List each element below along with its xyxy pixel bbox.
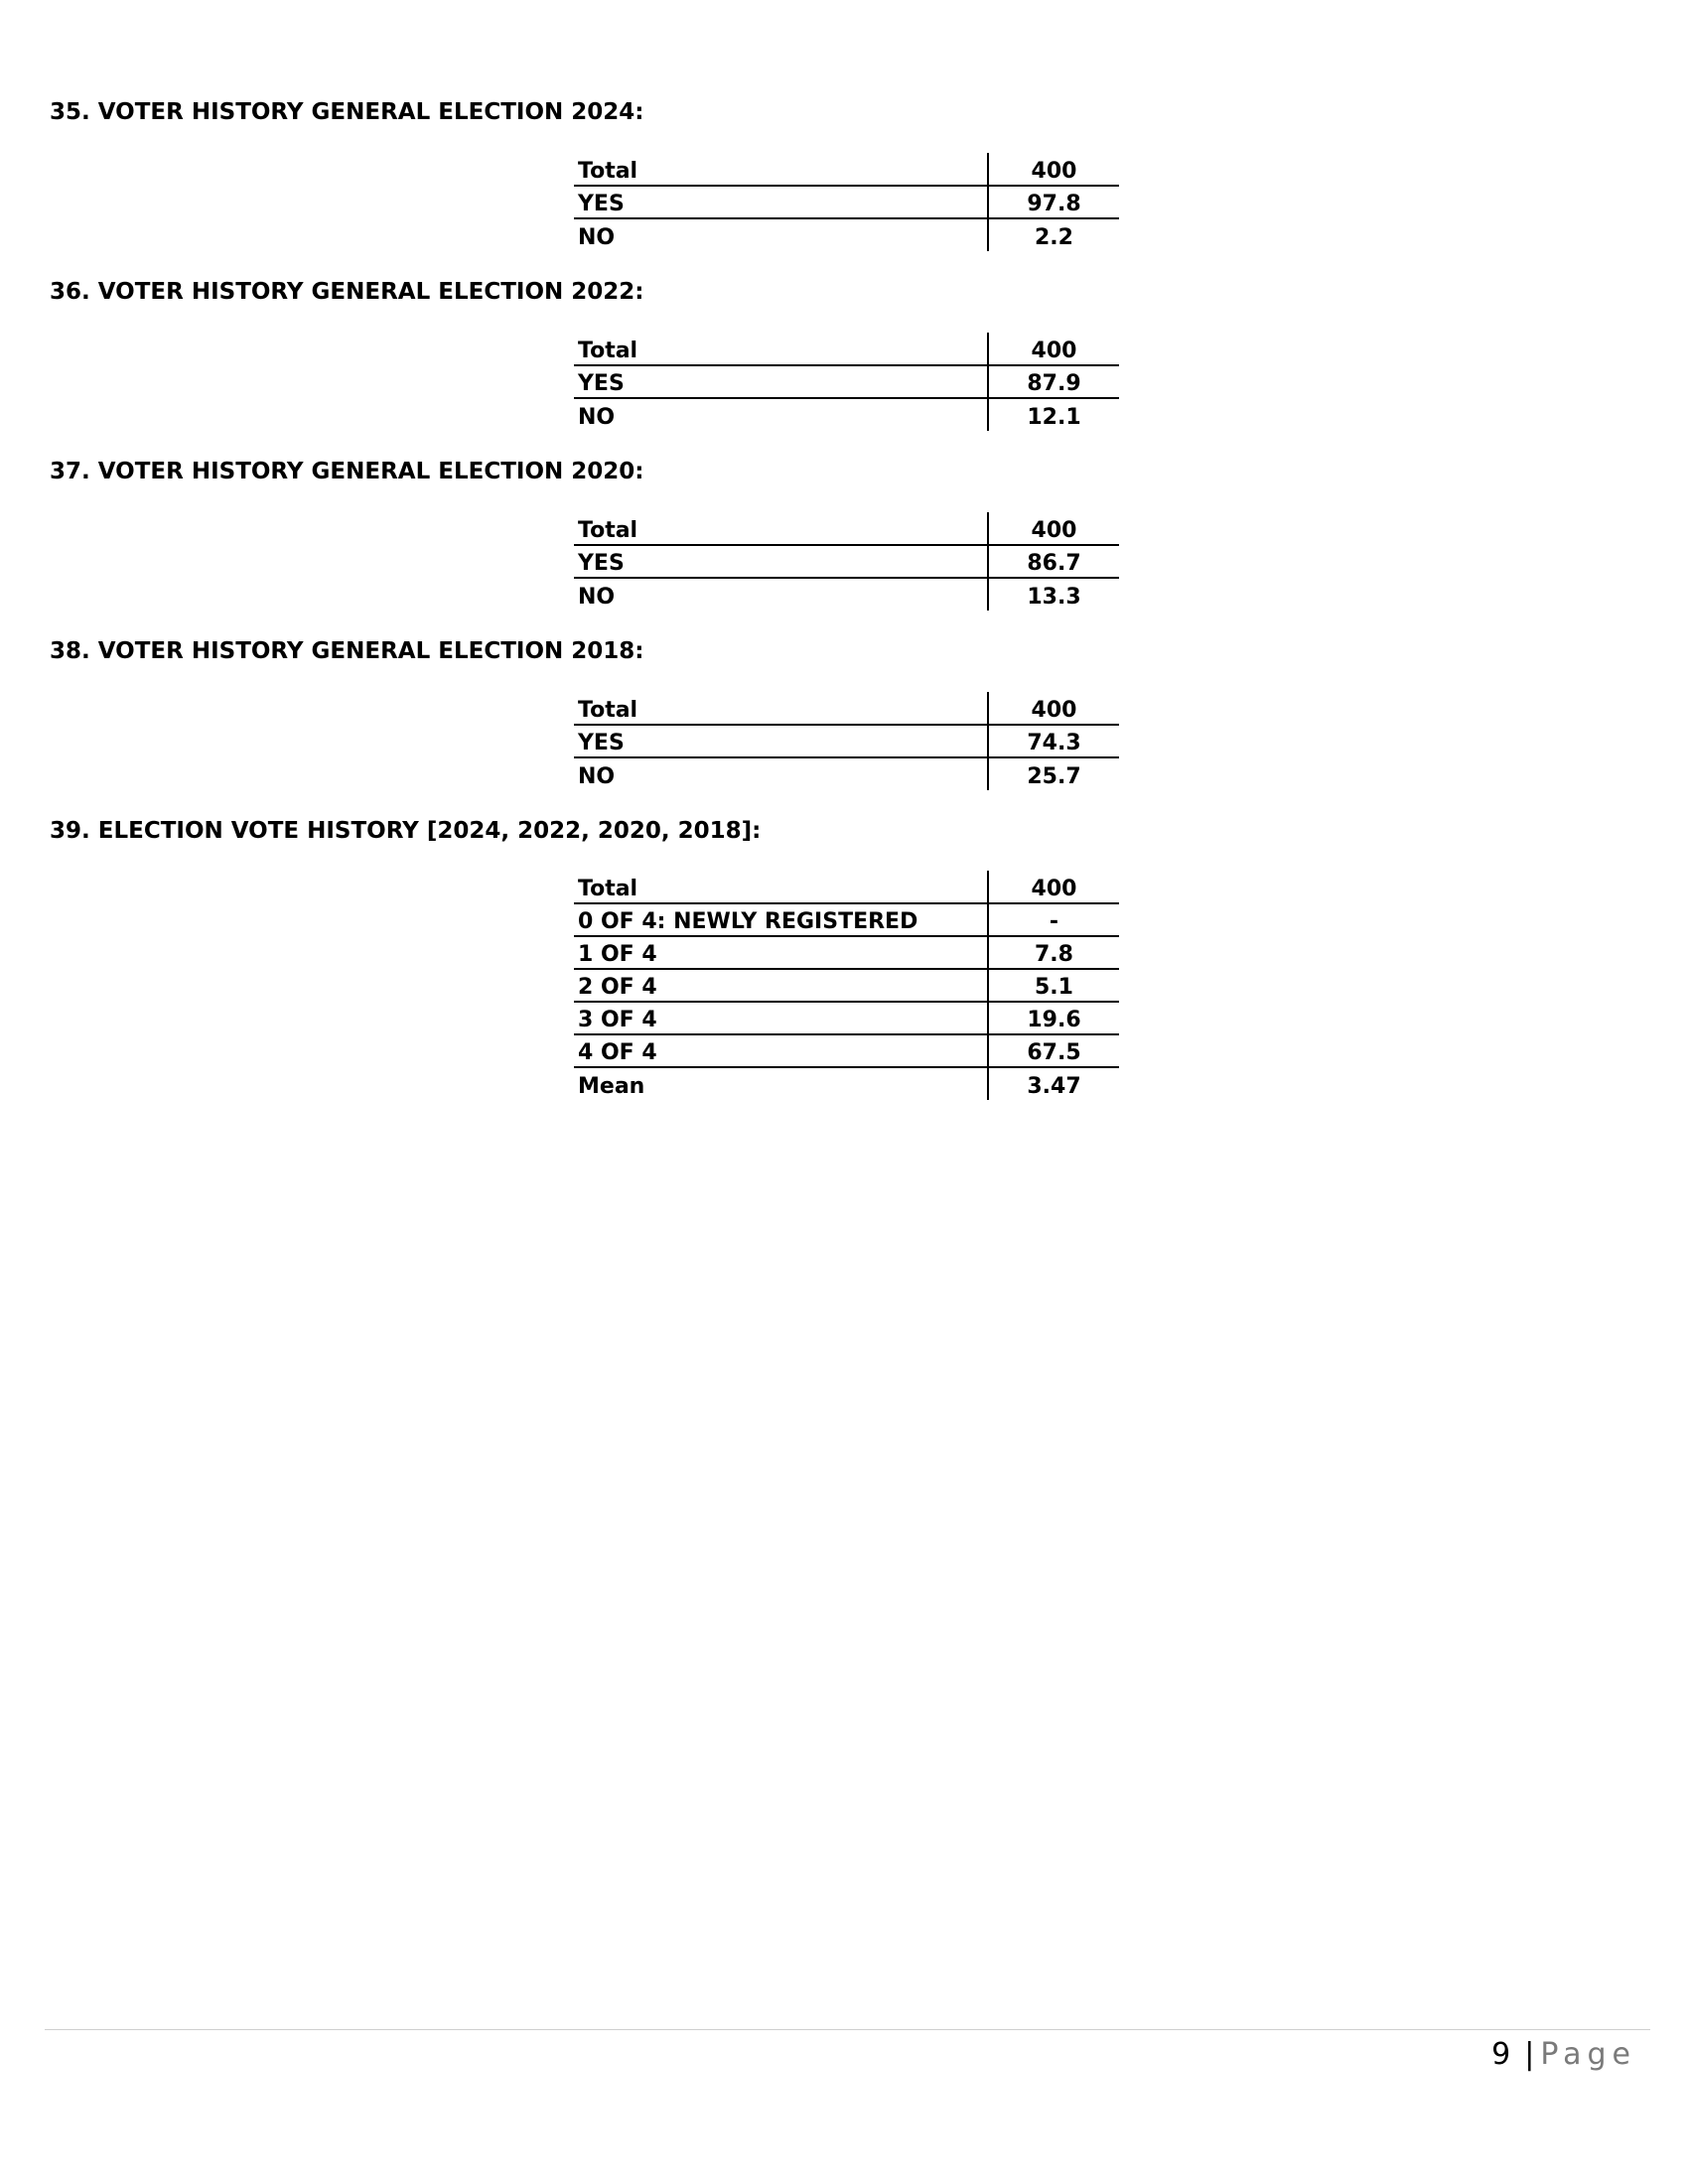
row-label: Mean [578, 1074, 645, 1099]
row-label: Total [574, 333, 988, 365]
row-value: 2.2 [988, 218, 1119, 251]
row-label: Total [574, 153, 988, 186]
table-row [574, 365, 1119, 398]
row-label: NO [578, 585, 616, 610]
row-value: 5.1 [988, 969, 1119, 1002]
row-label: YES [574, 186, 988, 218]
row-label: YES [574, 545, 988, 578]
row-label: YES [574, 365, 988, 398]
table-row [574, 333, 1119, 365]
table-row [574, 757, 1119, 790]
question-38-title: 38. VOTER HISTORY GENERAL ELECTION 2018: [50, 638, 644, 664]
question-37-table [574, 512, 1119, 611]
row-value: 25.7 [988, 757, 1119, 790]
question-38-table [574, 692, 1119, 790]
table-row [574, 936, 1119, 969]
question-39-table [574, 871, 1119, 1100]
table-row [574, 218, 1119, 251]
table-row [574, 725, 1119, 757]
question-36-title: 36. VOTER HISTORY GENERAL ELECTION 2022: [50, 279, 644, 305]
question-35-table [574, 153, 1119, 251]
row-label: NO [578, 225, 616, 250]
row-label: 1 OF 4 [574, 936, 988, 969]
question-36-table [574, 333, 1119, 431]
row-label: 2 OF 4 [574, 969, 988, 1002]
row-value: 97.8 [988, 186, 1119, 218]
row-label: Total [574, 512, 988, 545]
row-value: 13.3 [988, 578, 1119, 611]
table-row [574, 545, 1119, 578]
page-number: 9 [1491, 2037, 1511, 2072]
row-label: Total [574, 871, 988, 903]
row-label: Total [574, 692, 988, 725]
row-value: 12.1 [988, 398, 1119, 431]
table-row [574, 186, 1119, 218]
row-value: - [988, 903, 1119, 936]
table-row [574, 1034, 1119, 1067]
table-row [574, 512, 1119, 545]
table-row [574, 398, 1119, 431]
row-value: 86.7 [988, 545, 1119, 578]
row-value: 400 [988, 333, 1119, 365]
row-value: 400 [988, 871, 1119, 903]
question-39-title: 39. ELECTION VOTE HISTORY [2024, 2022, 2020, 2018]: [50, 818, 762, 844]
page-word: Page [1540, 2037, 1636, 2072]
question-35-title: 35. VOTER HISTORY GENERAL ELECTION 2024: [50, 99, 644, 125]
row-label: YES [574, 725, 988, 757]
table-row [574, 1067, 1119, 1100]
row-label: 3 OF 4 [574, 1002, 988, 1034]
row-value: 87.9 [988, 365, 1119, 398]
table-row [574, 578, 1119, 611]
table-row [574, 153, 1119, 186]
row-value: 7.8 [988, 936, 1119, 969]
page-separator: | [1524, 2037, 1535, 2072]
row-value: 400 [988, 692, 1119, 725]
row-value: 74.3 [988, 725, 1119, 757]
row-label: NO [578, 405, 616, 430]
table-row [574, 969, 1119, 1002]
page-footer [1491, 2037, 1636, 2073]
row-label: NO [578, 764, 616, 789]
row-value: 19.6 [988, 1002, 1119, 1034]
row-value: 3.47 [988, 1067, 1119, 1100]
row-value: 400 [988, 153, 1119, 186]
table-row [574, 1002, 1119, 1034]
table-row [574, 871, 1119, 903]
row-label: 4 OF 4 [574, 1034, 988, 1067]
table-row [574, 903, 1119, 936]
question-37-title: 37. VOTER HISTORY GENERAL ELECTION 2020: [50, 459, 644, 484]
row-value: 67.5 [988, 1034, 1119, 1067]
table-row [574, 692, 1119, 725]
row-label: 0 OF 4: NEWLY REGISTERED [574, 903, 988, 936]
row-value: 400 [988, 512, 1119, 545]
footer-divider [45, 2029, 1650, 2030]
